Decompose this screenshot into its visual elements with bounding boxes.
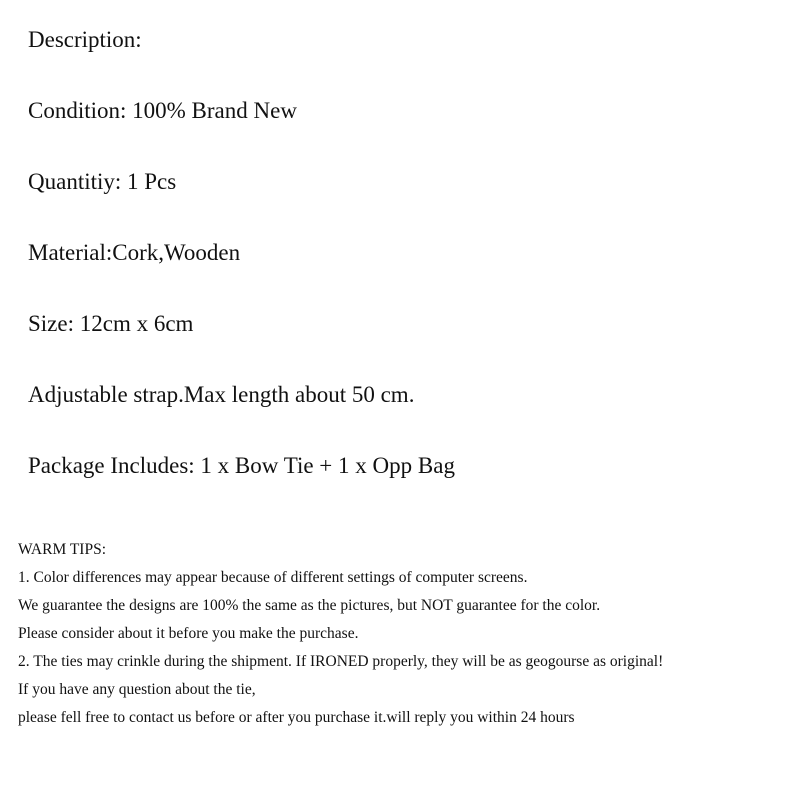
warm-tips [18, 536, 788, 732]
tip-question: If you have any question about the tie, [18, 681, 256, 698]
tip-contact: please fell free to contact us before or after you purchase it.will reply you within 24 hours [18, 709, 575, 726]
tip-color-difference: 1. Color differences may appear because of different settings of computer screens. [18, 569, 528, 586]
product-description [28, 26, 788, 523]
strap-text: Adjustable strap.Max length about 50 cm. [28, 382, 415, 407]
tip-design-guarantee: We guarantee the designs are 100% the same as the pictures, but NOT guarantee for the color. [18, 597, 601, 614]
material-text: Material:Cork,Wooden [28, 240, 241, 265]
description-heading: Description: [28, 27, 142, 52]
package-text: Package Includes: 1 x Bow Tie + 1 x Opp Bag [28, 453, 455, 478]
warm-tips-heading: WARM TIPS: [18, 541, 106, 558]
quantity-text: Quantitiy: 1 Pcs [28, 169, 177, 194]
condition-text: Condition: 100% Brand New [28, 98, 297, 123]
size-text: Size: 12cm x 6cm [28, 311, 194, 336]
tip-consider-purchase: Please consider about it before you make the purchase. [18, 625, 359, 642]
tip-crinkle: 2. The ties may crinkle during the shipment. If IRONED properly, they will be as geogourse as original! [18, 653, 664, 670]
